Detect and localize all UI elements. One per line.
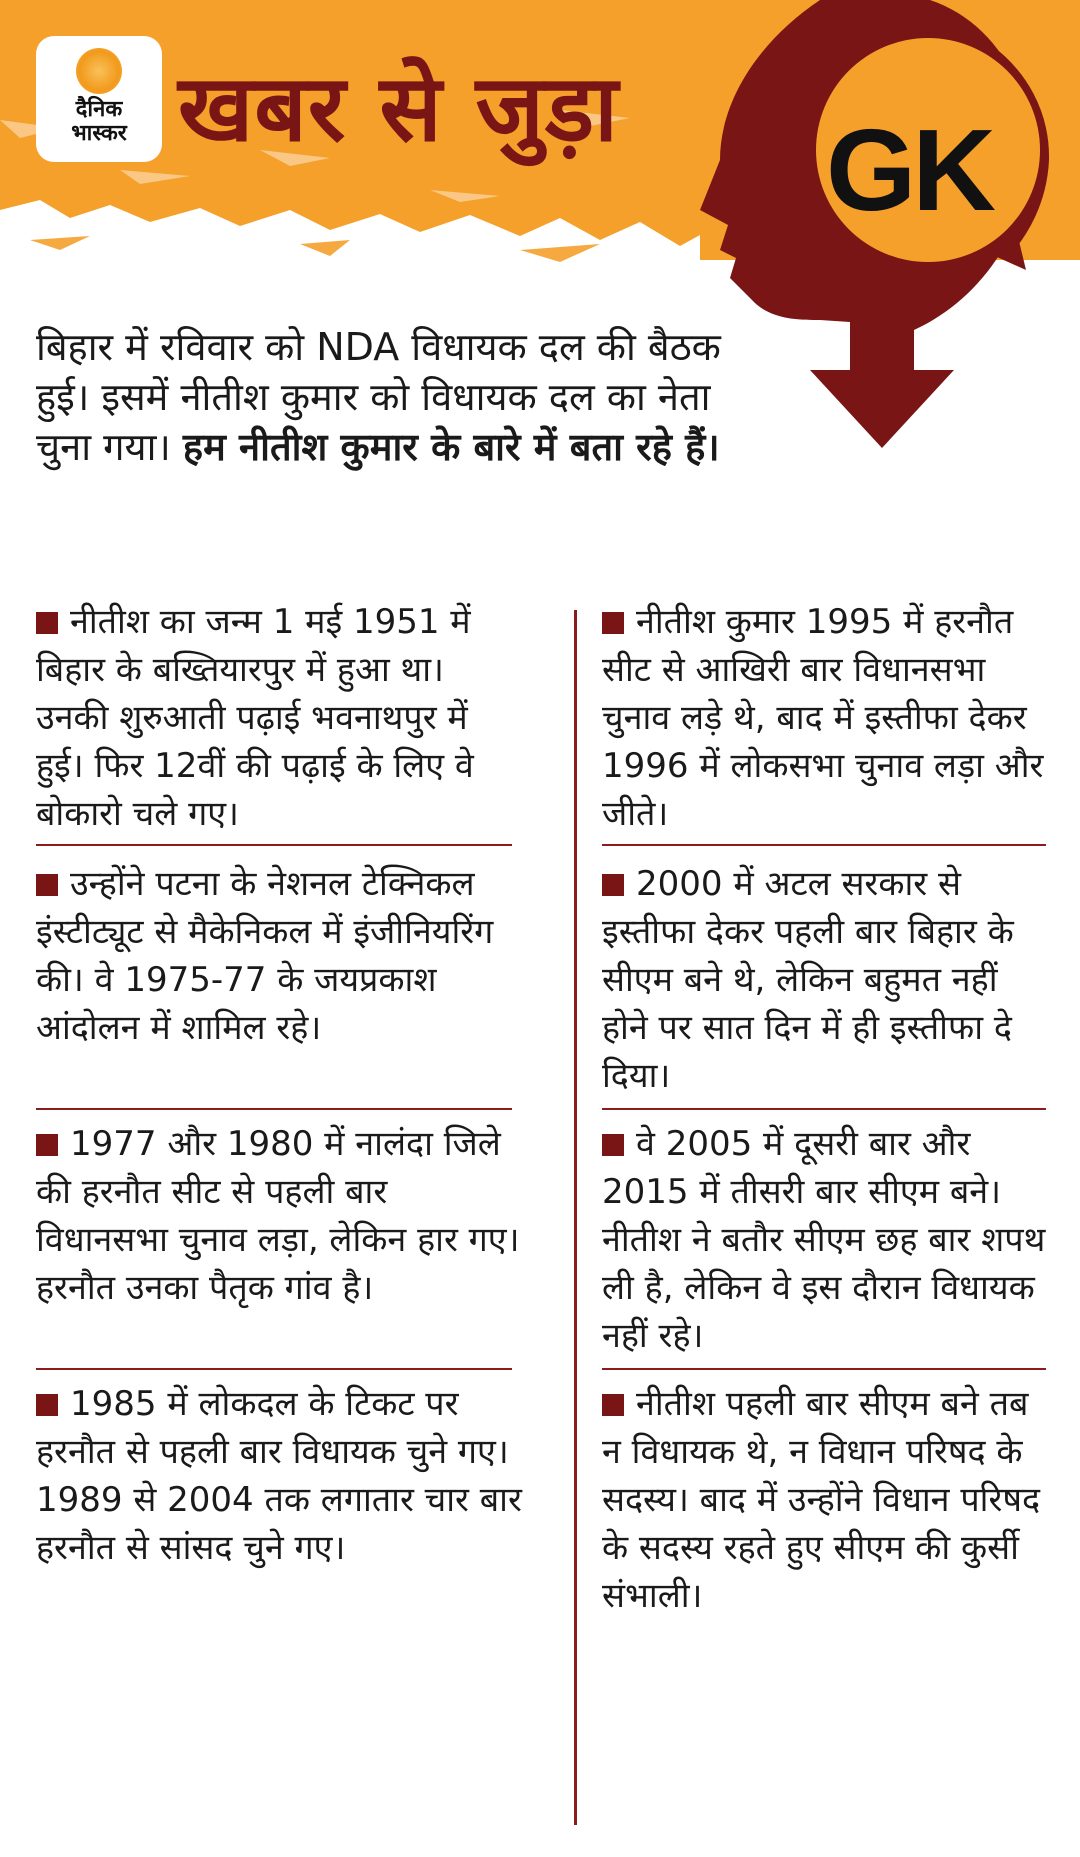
fact-text: नीतीश पहली बार सीएम बने तब न विधायक थे, न विधान परिषद के सदस्य। बाद में उन्होंने विधान परिषद के सदस्य रहते हुए सीएम की कुर्सी संभाली। — [602, 1384, 1041, 1616]
row-divider — [36, 844, 512, 846]
fact-text: वे 2005 में दूसरी बार और 2015 में तीसरी बार सीएम बने। नीतीश ने बतौर सीएम छह बार शपथ ली है, लेकिन वे इस दौरान विधायक नहीं रहे। — [602, 1124, 1046, 1356]
fact-item — [602, 860, 1046, 1100]
intro-paragraph — [36, 322, 756, 472]
row-divider — [602, 1108, 1046, 1110]
column-divider — [574, 610, 577, 1825]
bullet-square-icon — [602, 1394, 624, 1416]
logo-line1: दैनिक — [75, 97, 123, 122]
fact-text: 1985 में लोकदल के टिकट पर हरनौत से पहली बार विधायक चुने गए। 1989 से 2004 तक लगातार चार बार हरनौत से सांसद चुने गए। — [36, 1384, 522, 1568]
fact-item — [36, 1380, 526, 1572]
row-divider — [36, 1368, 512, 1370]
bullet-square-icon — [36, 612, 58, 634]
fact-text: उन्होंने पटना के नेशनल टेक्निकल इंस्टीट्यूट से मैकेनिकल में इंजीनियरिंग की। वे 1975-77 के जयप्रकाश आंदोलन में शामिल रहे। — [36, 864, 494, 1048]
row-divider — [36, 1108, 512, 1110]
bullet-square-icon — [602, 874, 624, 896]
fact-item — [36, 598, 526, 838]
fact-text: 2000 में अटल सरकार से इस्तीफा देकर पहली बार बिहार के सीएम बने थे, लेकिन बहुमत नहीं होने पर सात दिन में ही इस्तीफा दे दिया। — [602, 864, 1014, 1096]
bullet-square-icon — [36, 874, 58, 896]
fact-item — [36, 1120, 526, 1312]
row-divider — [602, 844, 1046, 846]
fact-item — [602, 1380, 1046, 1620]
bullet-square-icon — [602, 1134, 624, 1156]
row-divider — [602, 1368, 1046, 1370]
bullet-square-icon — [36, 1394, 58, 1416]
logo-line2: भास्कर — [71, 121, 127, 146]
fact-text: नीतीश कुमार 1995 में हरनौत सीट से आखिरी बार विधानसभा चुनाव लड़े थे, बाद में इस्तीफा देकर 1996 में लोकसभा चुनाव लड़ा और जीते। — [602, 602, 1044, 834]
fact-item — [36, 860, 526, 1052]
fact-text: 1977 और 1980 में नालंदा जिले की हरनौत सीट से पहली बार विधानसभा चुनाव लड़ा, लेकिन हार गए। हरनौत उनका पैतृक गांव है। — [36, 1124, 520, 1308]
facts-grid — [36, 590, 1046, 1830]
bullet-square-icon — [602, 612, 624, 634]
fact-item — [602, 1120, 1046, 1360]
sun-icon — [76, 48, 122, 94]
page-title: खबर से जुड़ा — [178, 55, 619, 162]
gk-badge: GK — [826, 105, 992, 235]
fact-text: नीतीश का जन्म 1 मई 1951 में बिहार के बख्तियारपुर में हुआ था। उनकी शुरुआती पढ़ाई भवनाथपुर में हुई। फिर 12वीं की पढ़ाई के लिए वे बोकारो चले गए। — [36, 602, 474, 834]
bullet-square-icon — [36, 1134, 58, 1156]
fact-item — [602, 598, 1046, 838]
intro-text: बिहार में रविवार को NDA विधायक दल की बैठक हुई। इसमें नीतीश कुमार को विधायक दल का नेता चुना गया। — [36, 325, 721, 469]
dainik-bhaskar-logo — [36, 36, 162, 162]
intro-bold-text: हम नीतीश कुमार के बारे में बता रहे हैं। — [182, 425, 720, 469]
